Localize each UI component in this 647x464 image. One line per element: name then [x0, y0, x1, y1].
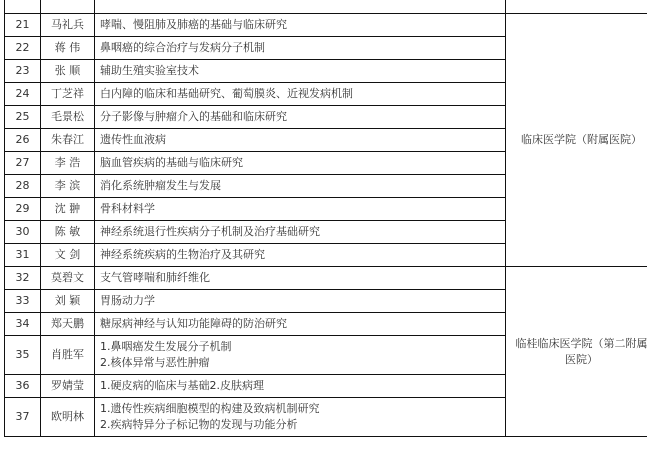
college-cell: 临桂临床医学院（第二附属医院）	[506, 267, 647, 437]
research-topic: 糖尿病神经与认知功能障碍的防治研究	[95, 313, 506, 336]
research-topic: 神经系统疾病的生物治疗及其研究	[95, 244, 506, 267]
supervisor-name: 文 剑	[41, 244, 95, 267]
row-number: 21	[5, 14, 41, 37]
supervisor-name: 李 浩	[41, 152, 95, 175]
row-number: 25	[5, 106, 41, 129]
row-number: 34	[5, 313, 41, 336]
research-topic: 哮喘、慢阻肺及肺癌的基础与临床研究	[95, 14, 506, 37]
research-topic: 脑血管疾病的基础与临床研究	[95, 152, 506, 175]
supervisor-name: 马礼兵	[41, 14, 95, 37]
supervisor-name: 丁芝祥	[41, 83, 95, 106]
row-number: 23	[5, 60, 41, 83]
row-number: 32	[5, 267, 41, 290]
row-number: 24	[5, 83, 41, 106]
supervisor-name: 毛景松	[41, 106, 95, 129]
research-topic	[95, 0, 506, 14]
research-topic: 消化系统肿瘤发生与发展	[95, 175, 506, 198]
table-row	[5, 14, 647, 37]
row-number: 28	[5, 175, 41, 198]
research-topic: 胃肠动力学	[95, 290, 506, 313]
row-number: 35	[5, 336, 41, 375]
supervisor-name: 李 滨	[41, 175, 95, 198]
research-topic: 鼻咽癌的综合治疗与发病分子机制	[95, 37, 506, 60]
research-topic: 遗传性血液病	[95, 129, 506, 152]
supervisor-name: 朱春江	[41, 129, 95, 152]
research-topic: 辅助生殖实验室技术	[95, 60, 506, 83]
supervisor-name: 张 顺	[41, 60, 95, 83]
row-number	[5, 0, 41, 14]
supervisor-name: 刘 颖	[41, 290, 95, 313]
supervisor-name: 欧明林	[41, 398, 95, 437]
college-cell	[506, 0, 647, 14]
row-number: 22	[5, 37, 41, 60]
research-topic: 白内障的临床和基础研究、葡萄膜炎、近视发病机制	[95, 83, 506, 106]
supervisor-name: 陈 敏	[41, 221, 95, 244]
row-number: 31	[5, 244, 41, 267]
supervisor-table	[4, 0, 647, 437]
supervisor-name: 罗婧莹	[41, 375, 95, 398]
research-topic: 骨科材料学	[95, 198, 506, 221]
row-number: 27	[5, 152, 41, 175]
row-number: 29	[5, 198, 41, 221]
research-topic: 支气管哮喘和肺纤维化	[95, 267, 506, 290]
row-number: 26	[5, 129, 41, 152]
row-number: 30	[5, 221, 41, 244]
row-number: 36	[5, 375, 41, 398]
research-topic: 1.鼻咽癌发生发展分子机制 2.核体异常与恶性肿瘤	[95, 336, 506, 375]
research-topic: 神经系统退行性疾病分子机制及治疗基础研究	[95, 221, 506, 244]
table-row	[5, 267, 647, 290]
table-row	[5, 0, 647, 14]
research-topic: 1.遗传性疾病细胞模型的构建及致病机制研究 2.疾病特异分子标记物的发现与功能分析	[95, 398, 506, 437]
supervisor-name: 沈 翀	[41, 198, 95, 221]
supervisor-name: 莫碧文	[41, 267, 95, 290]
supervisor-name: 肖胜军	[41, 336, 95, 375]
research-topic: 1.硬皮病的临床与基础2.皮肤病理	[95, 375, 506, 398]
college-cell: 临床医学院（附属医院）	[506, 14, 647, 267]
supervisor-name: 蒋 伟	[41, 37, 95, 60]
supervisor-name: 郑天鹏	[41, 313, 95, 336]
research-topic: 分子影像与肿瘤介入的基础和临床研究	[95, 106, 506, 129]
row-number: 33	[5, 290, 41, 313]
row-number: 37	[5, 398, 41, 437]
supervisor-name	[41, 0, 95, 14]
